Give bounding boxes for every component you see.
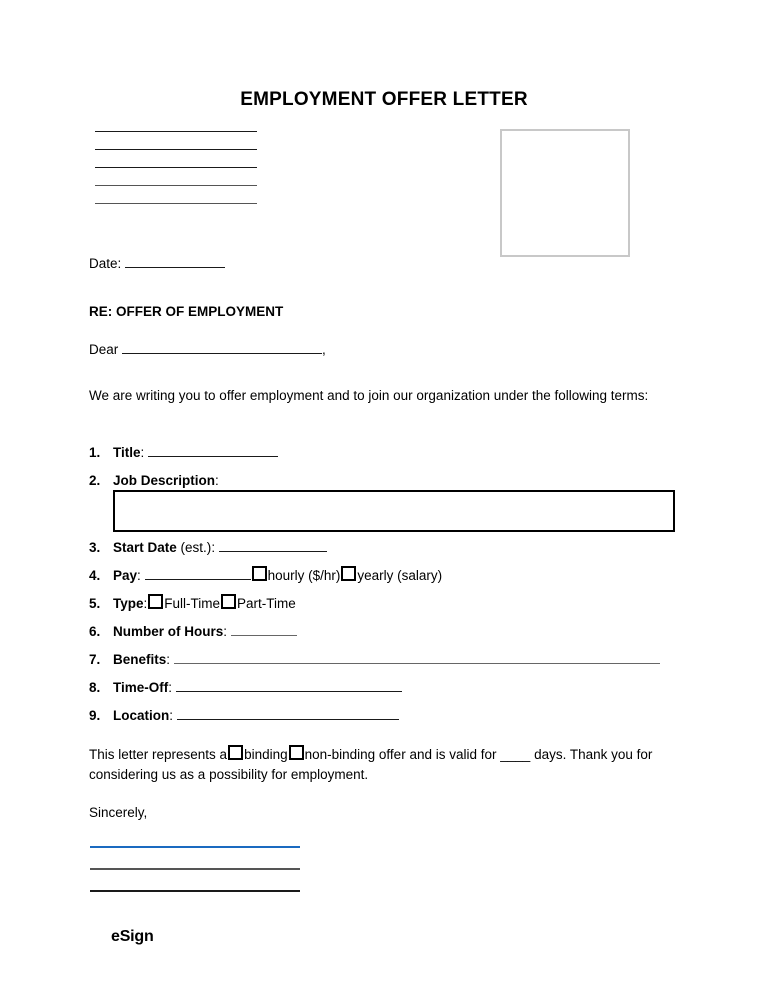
recipient-name-input-line[interactable] bbox=[122, 340, 322, 354]
time-off-input-line[interactable] bbox=[176, 678, 402, 692]
checkbox-label-full-time: Full-Time bbox=[164, 596, 221, 611]
term-label: Time-Off bbox=[113, 680, 169, 695]
term-number: 4. bbox=[89, 568, 101, 583]
signature-line-printed-name[interactable] bbox=[90, 868, 300, 870]
term-item-time-off bbox=[89, 678, 689, 697]
term-separator: : bbox=[140, 445, 145, 460]
letterhead-line[interactable] bbox=[95, 185, 257, 186]
start-date-input-line[interactable] bbox=[219, 538, 327, 552]
checkbox-non-binding[interactable] bbox=[289, 745, 304, 760]
page-title: EMPLOYMENT OFFER LETTER bbox=[240, 89, 528, 110]
term-separator: : bbox=[169, 708, 174, 723]
checkbox-yearly[interactable] bbox=[341, 566, 356, 581]
term-number: 8. bbox=[89, 680, 101, 695]
term-separator: : bbox=[168, 680, 173, 695]
term-number: 2. bbox=[89, 473, 101, 488]
term-sublabel: (est.) bbox=[180, 540, 212, 555]
letterhead-address-lines bbox=[95, 131, 257, 221]
closing-text-part2: days. Thank you for considering us as a possibility for employment. bbox=[89, 747, 653, 782]
date-row bbox=[89, 254, 225, 273]
title-input-line[interactable] bbox=[148, 443, 278, 457]
job-description-textbox[interactable] bbox=[113, 490, 675, 532]
checkbox-label-binding: binding bbox=[244, 747, 288, 762]
term-label: Location bbox=[113, 708, 170, 723]
checkbox-label-part-time: Part-Time bbox=[237, 596, 296, 611]
term-item-start-date bbox=[89, 538, 689, 557]
valid-days-blank[interactable]: ____ bbox=[500, 747, 531, 762]
checkbox-part-time[interactable] bbox=[221, 594, 236, 609]
term-label: Type bbox=[113, 596, 144, 611]
logo-placeholder-box[interactable] bbox=[500, 129, 630, 257]
date-input-line[interactable] bbox=[125, 254, 225, 268]
term-label: Title bbox=[113, 445, 141, 460]
letterhead-line[interactable] bbox=[95, 203, 257, 204]
term-item-benefits bbox=[89, 650, 689, 669]
letterhead-line[interactable] bbox=[95, 149, 257, 150]
term-item-title bbox=[89, 443, 689, 462]
checkbox-label-non-binding: non-binding offer and is valid for bbox=[304, 747, 497, 762]
checkbox-label-yearly: yearly (salary) bbox=[357, 568, 443, 583]
benefits-input-line[interactable] bbox=[174, 650, 660, 664]
term-separator: : bbox=[223, 624, 228, 639]
number-of-hours-input-line[interactable] bbox=[231, 622, 297, 636]
terms-list bbox=[89, 443, 689, 734]
signature-block bbox=[90, 846, 300, 912]
subject-line: RE: OFFER OF EMPLOYMENT bbox=[89, 304, 284, 319]
pay-amount-input-line[interactable] bbox=[145, 566, 251, 580]
intro-paragraph: We are writing you to offer employment and to join our organization under the following terms: bbox=[89, 388, 649, 403]
term-label: Pay bbox=[113, 568, 138, 583]
signature-line-date[interactable] bbox=[90, 890, 300, 892]
location-input-line[interactable] bbox=[177, 706, 399, 720]
term-number: 7. bbox=[89, 652, 101, 667]
term-item-location bbox=[89, 706, 689, 725]
term-separator: : bbox=[166, 652, 171, 667]
term-label: Start Date bbox=[113, 540, 177, 555]
salutation-suffix: , bbox=[322, 342, 326, 357]
term-item-number-of-hours bbox=[89, 622, 689, 641]
term-number: 5. bbox=[89, 596, 101, 611]
sign-off: Sincerely, bbox=[89, 805, 148, 820]
term-separator: : bbox=[143, 596, 148, 611]
term-number: 1. bbox=[89, 445, 101, 460]
term-number: 6. bbox=[89, 624, 101, 639]
letterhead-line[interactable] bbox=[95, 167, 257, 168]
letterhead-line[interactable] bbox=[95, 131, 257, 132]
term-item-type bbox=[89, 594, 689, 613]
term-label: Benefits bbox=[113, 652, 167, 667]
checkbox-hourly[interactable] bbox=[252, 566, 267, 581]
term-separator: : bbox=[211, 540, 216, 555]
term-separator: : bbox=[215, 473, 219, 488]
term-item-pay bbox=[89, 566, 689, 585]
closing-text-part1: This letter represents a bbox=[89, 747, 228, 762]
term-separator: : bbox=[137, 568, 141, 583]
checkbox-binding[interactable] bbox=[228, 745, 243, 760]
term-number: 3. bbox=[89, 540, 101, 555]
term-item-job-description bbox=[89, 471, 689, 490]
checkbox-full-time[interactable] bbox=[148, 594, 163, 609]
checkbox-label-hourly: hourly ($/hr) bbox=[267, 568, 341, 583]
signature-line-primary[interactable] bbox=[90, 846, 300, 848]
date-label: Date: bbox=[89, 256, 122, 271]
salutation-label: Dear bbox=[89, 342, 119, 357]
term-number: 9. bbox=[89, 708, 101, 723]
salutation-row bbox=[89, 340, 326, 359]
closing-paragraph bbox=[89, 745, 681, 785]
term-label: Job Description bbox=[113, 473, 216, 488]
term-label: Number of Hours bbox=[113, 624, 224, 639]
brand-logo-text: eSign bbox=[111, 928, 154, 945]
